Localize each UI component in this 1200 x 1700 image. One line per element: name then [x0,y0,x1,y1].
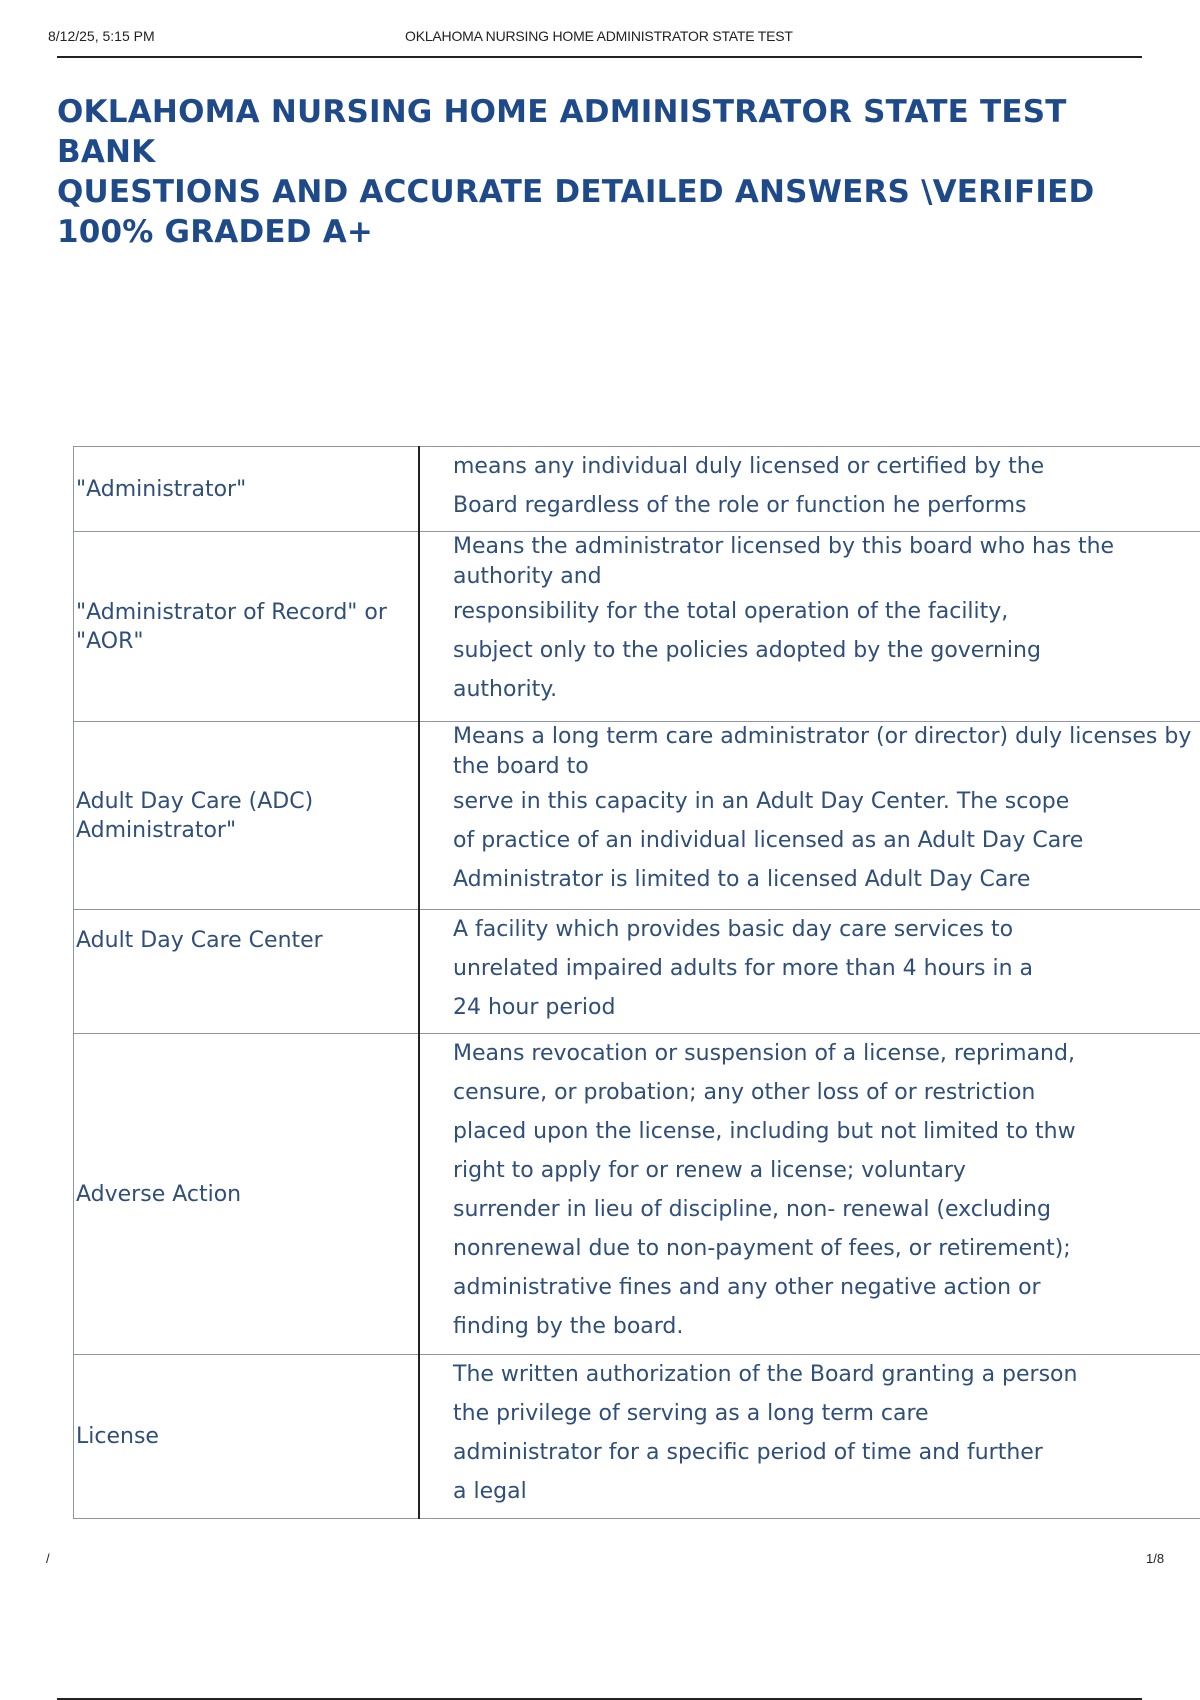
table-row [74,1355,1200,1519]
term-label: Adult Day Care Center [76,928,323,953]
definition-line: 24 hour period [453,995,616,1020]
table-row [74,447,1200,532]
definition-line: surrender in lieu of discipline, non- renewal (excluding [453,1197,1051,1222]
table-row [74,532,1200,722]
definition-cell [419,1034,1200,1355]
definition-line: means any individual duly licensed or certified by the [453,454,1045,479]
definition-line: a legal [453,1479,527,1504]
term-cell [74,447,420,532]
print-header [0,28,1200,52]
document-title: OKLAHOMA NURSING HOME ADMINISTRATOR STATE TEST BANK QUESTIONS AND ACCURATE DETAILED ANSWERS \VERIFIED 100% GRADED A+ [57,94,1095,250]
definition-line: administrator for a specific period of time and further [453,1440,1043,1465]
table-row [74,1034,1200,1355]
definition-cell [419,910,1200,1034]
definition-cell [419,532,1200,722]
term-label: License [76,1424,159,1449]
header-divider [57,56,1142,58]
term-cell [74,910,420,1034]
term-label: "Administrator of Record" or "AOR" [76,599,387,654]
definition-line: authority. [453,677,558,702]
print-datetime: 8/12/25, 5:15 PM [48,28,155,44]
table-row [74,910,1200,1034]
footer-path: / [46,1551,50,1566]
definition-line: unrelated impaired adults for more than 4 hours in a [453,956,1034,981]
table-row [74,722,1200,910]
definition-line: A facility which provides basic day care services to [453,917,1014,942]
definition-line: Means revocation or suspension of a license, reprimand, [453,1041,1075,1066]
definition-line: finding by the board. [453,1314,684,1339]
term-label: Adult Day Care (ADC) Administrator" [76,788,314,843]
glossary-table [73,446,1200,1519]
definition-line: administrative fines and any other negative action or [453,1275,1041,1300]
definition-line: Means the administrator licensed by this board who has the authority and [453,534,1115,589]
definition-line: nonrenewal due to non-payment of fees, or retirement); [453,1236,1071,1261]
term-label: "Administrator" [76,476,247,502]
term-cell [74,1355,420,1519]
term-cell [74,1034,420,1355]
definition-line: Means a long term care administrator (or director) duly licenses by the board to [453,724,1192,779]
definition-line: the privilege of serving as a long term care [453,1401,929,1426]
definition-cell [419,722,1200,910]
term-cell [74,532,420,722]
definition-cell [419,1355,1200,1519]
definition-line: responsibility for the total operation of the facility, [453,599,1009,624]
definition-line: Board regardless of the role or function he performs [453,493,1027,518]
page-number: 1/8 [1146,1551,1165,1566]
definition-line: The written authorization of the Board granting a person [453,1362,1078,1387]
definition-line: Administrator is limited to a licensed Adult Day Care [453,867,1031,892]
definition-line: serve in this capacity in an Adult Day Center. The scope [453,789,1070,814]
print-header-title: OKLAHOMA NURSING HOME ADMINISTRATOR STATE TEST [405,28,793,44]
definition-line: placed upon the license, including but not limited to thw [453,1119,1076,1144]
definition-line: right to apply for or renew a license; voluntary [453,1158,966,1183]
term-label: Adverse Action [76,1181,242,1207]
definition-cell [419,447,1200,532]
term-cell [74,722,420,910]
definition-line: of practice of an individual licensed as an Adult Day Care [453,828,1084,853]
definition-line: subject only to the policies adopted by the governing [453,638,1041,663]
definition-line: censure, or probation; any other loss of or restriction [453,1080,1036,1105]
